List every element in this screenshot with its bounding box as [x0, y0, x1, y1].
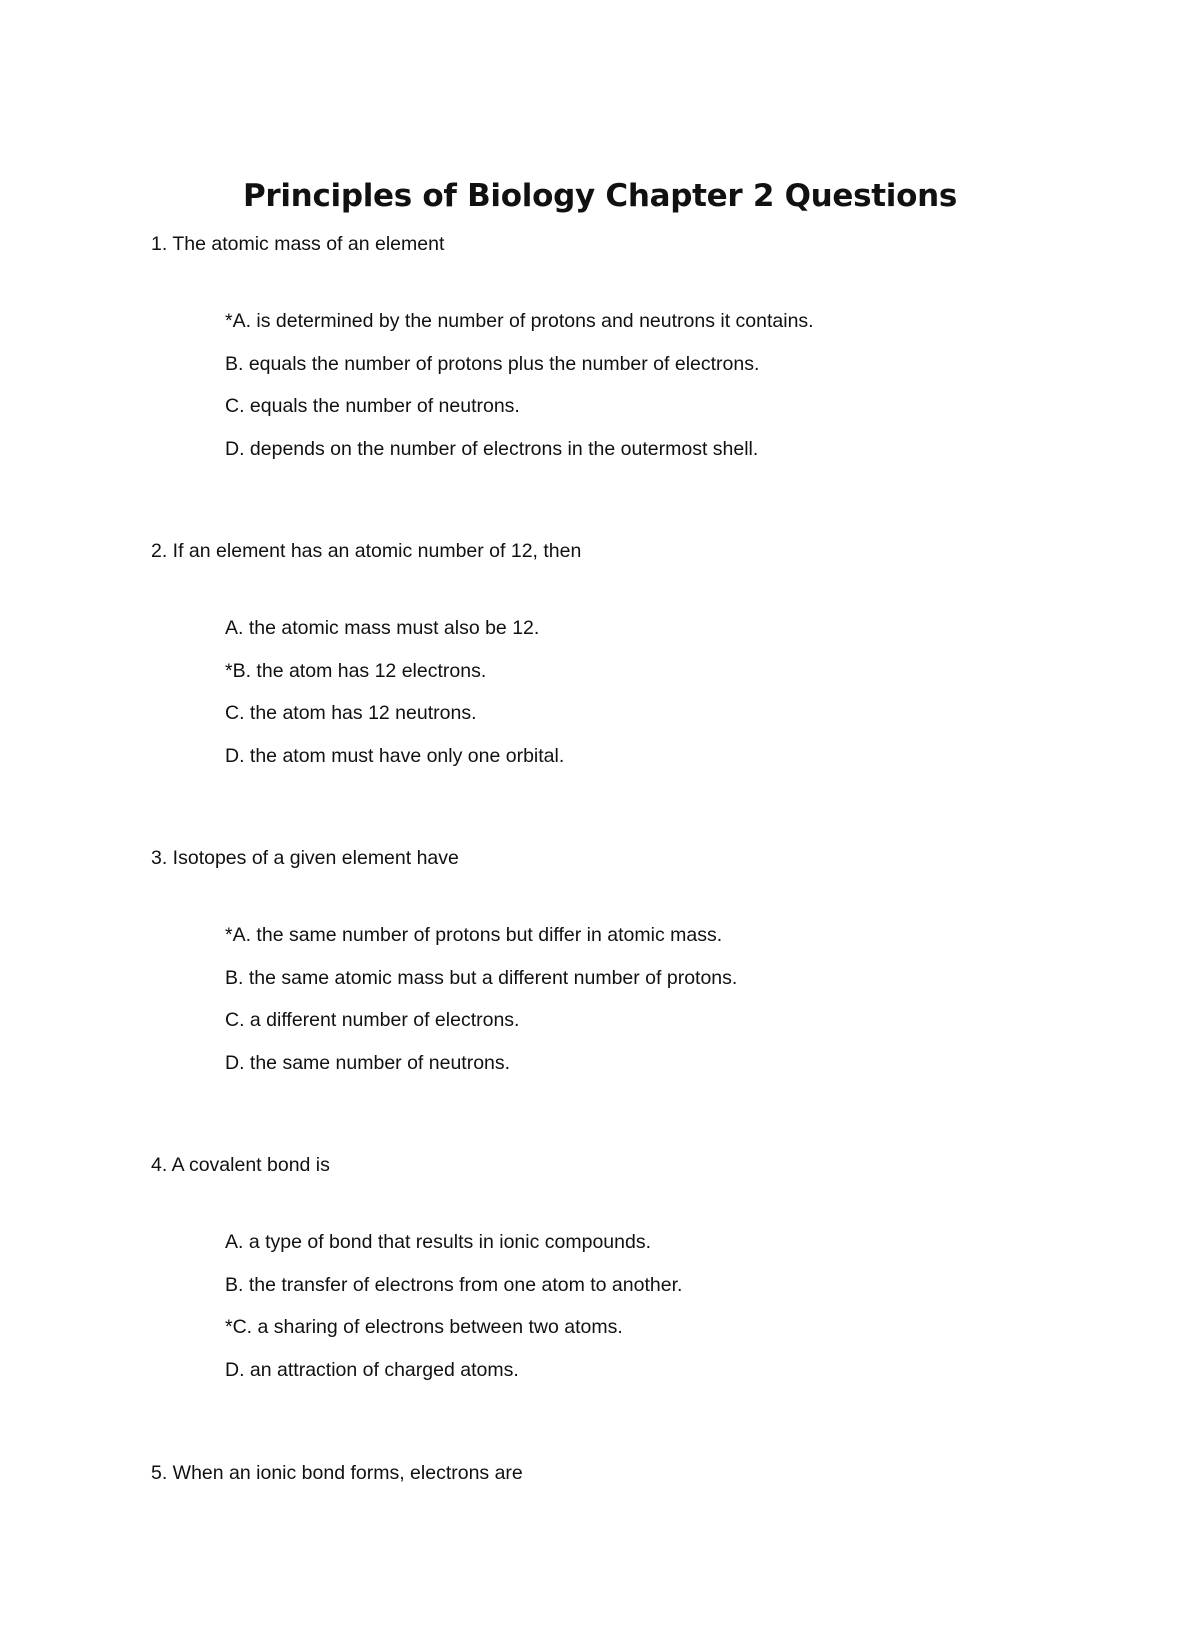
- answer-option-a: *A. the same number of protons but differ in atomic mass.: [225, 924, 723, 946]
- answer-option-c: C. equals the number of neutrons.: [225, 395, 520, 417]
- question-stem: 2. If an element has an atomic number of 12, then: [151, 540, 582, 562]
- answer-options: [225, 308, 814, 478]
- answer-option-d: D. an attraction of charged atoms.: [225, 1358, 519, 1381]
- answer-option-d: D. depends on the number of electrons in the outermost shell.: [225, 437, 759, 460]
- question-stem: 4. A covalent bond is: [151, 1154, 330, 1176]
- answer-options: [225, 922, 737, 1092]
- question-stem: 3. Isotopes of a given element have: [151, 847, 459, 869]
- answer-option-b: B. equals the number of protons plus the number of electrons.: [225, 352, 760, 375]
- answer-option-b: B. the transfer of electrons from one atom to another.: [225, 1273, 683, 1296]
- answer-option-d: D. the atom must have only one orbital.: [225, 744, 565, 767]
- question-stem: 5. When an ionic bond forms, electrons are: [151, 1462, 523, 1484]
- question-3: [151, 845, 1151, 1074]
- answer-option-a: A. the atomic mass must also be 12.: [225, 617, 540, 639]
- answer-option-d: D. the same number of neutrons.: [225, 1051, 511, 1074]
- answer-option-c: C. a different number of electrons.: [225, 1009, 520, 1031]
- question-1: [151, 231, 1151, 460]
- answer-option-c: *C. a sharing of electrons between two atoms.: [225, 1316, 623, 1338]
- answer-option-a: A. a type of bond that results in ionic compounds.: [225, 1231, 652, 1253]
- question-2: [151, 538, 1151, 767]
- answer-option-c: C. the atom has 12 neutrons.: [225, 702, 477, 724]
- answer-option-b: *B. the atom has 12 electrons.: [225, 659, 487, 682]
- question-4: [151, 1152, 1151, 1381]
- document-title: Principles of Biology Chapter 2 Questions: [242, 178, 958, 214]
- question-5: [151, 1460, 1151, 1486]
- answer-option-a: *A. is determined by the number of protons and neutrons it contains.: [225, 310, 814, 332]
- answer-options: [225, 615, 564, 785]
- answer-option-b: B. the same atomic mass but a different number of protons.: [225, 966, 738, 989]
- question-stem: 1. The atomic mass of an element: [151, 233, 445, 255]
- answer-options: [225, 1229, 682, 1399]
